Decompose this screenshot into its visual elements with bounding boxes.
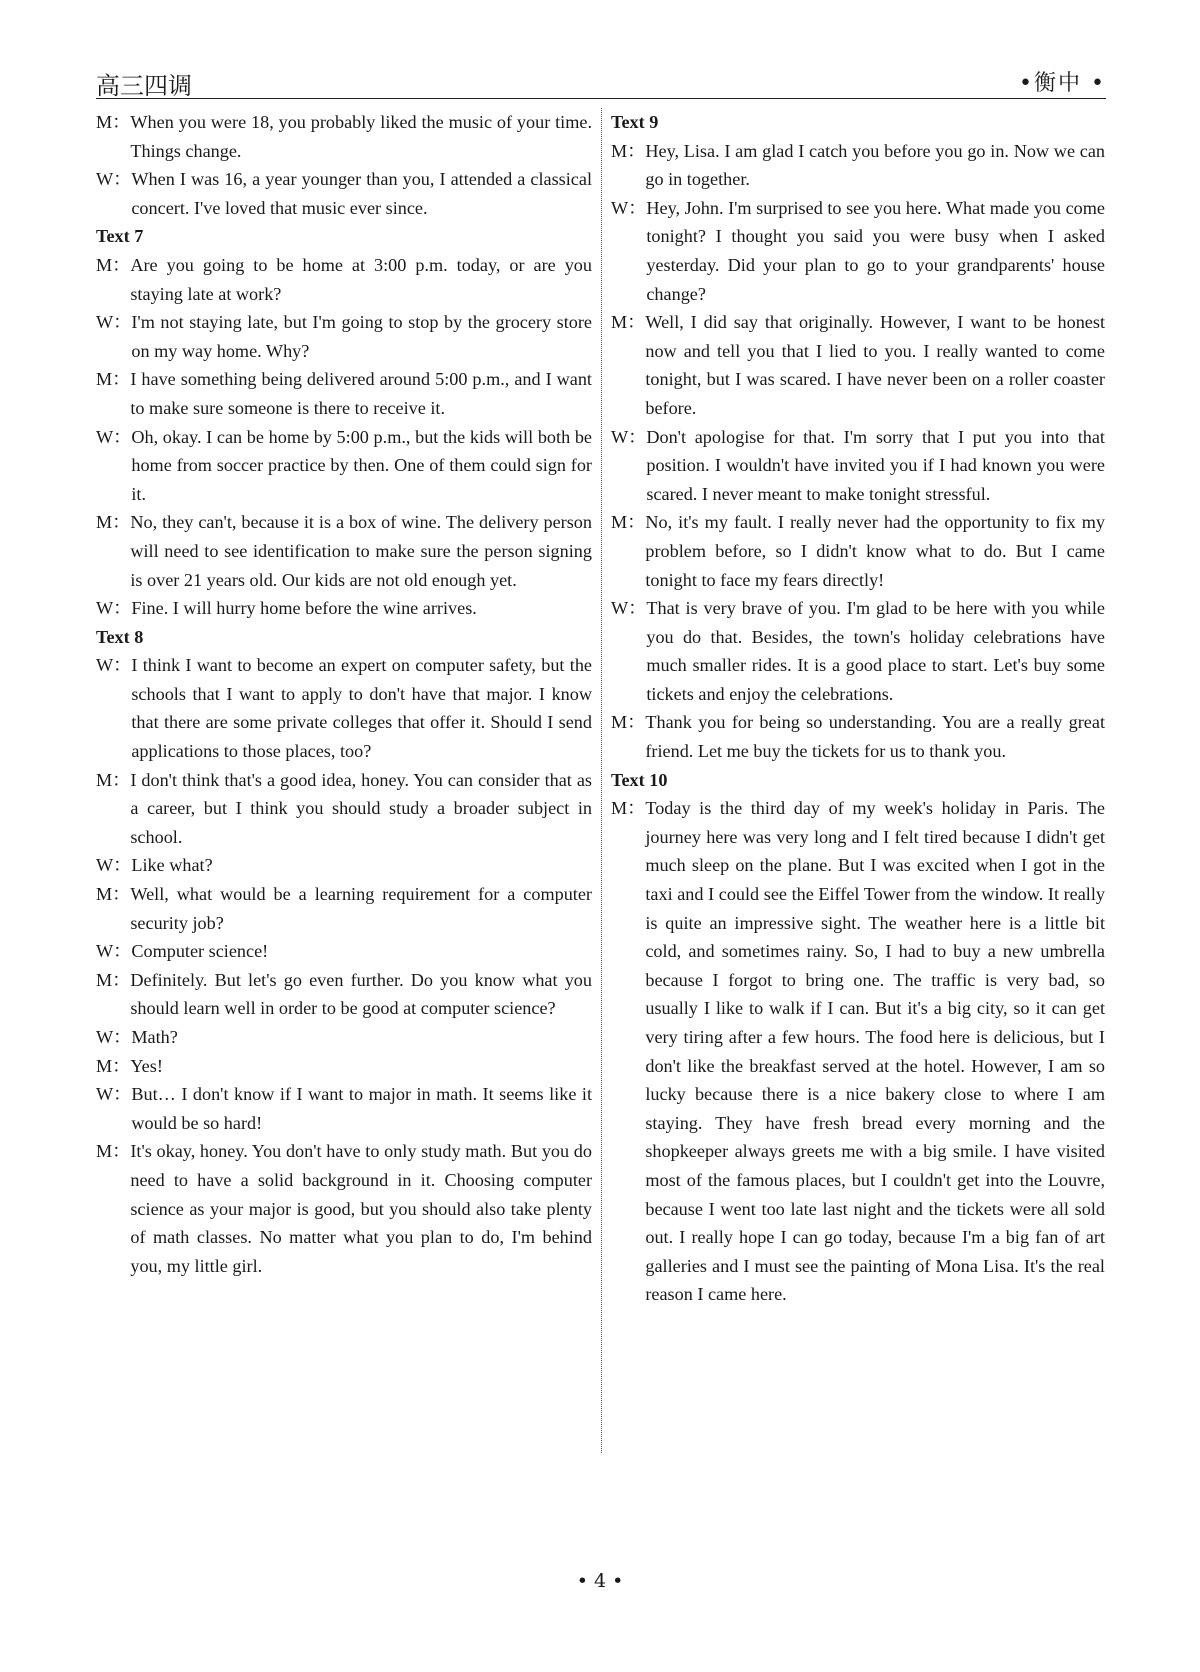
left-column — [96, 108, 592, 1280]
dialogue-turn — [96, 766, 592, 852]
speaker-label: W： — [611, 197, 647, 218]
page-number: • 4 • — [576, 1570, 624, 1592]
turn-text: Computer science! — [131, 941, 269, 962]
turn-text: Well, I did say that originally. However, I want to be honest now and tell you that I lied to you. I really wanted to come tonight, but I was scared. I have never been on a roller coaster before. — [645, 312, 1105, 418]
dialogue-turn — [96, 937, 592, 966]
turn-text: That is very brave of you. I'm glad to be here with you while you do that. Besides, the town's holiday celebrations have much smaller rides. It is a good place to start. Let's buy some tickets and enjoy the celebrations. — [646, 598, 1105, 704]
right-column — [611, 108, 1105, 1309]
dialogue-turn — [96, 1137, 592, 1280]
speaker-label: W： — [611, 426, 647, 447]
speaker-label: W： — [96, 855, 132, 876]
dialogue-turn — [611, 194, 1105, 308]
speaker-label: W： — [96, 1027, 132, 1047]
speaker-label: M： — [611, 512, 646, 533]
turn-text: Hey, Lisa. I am glad I catch you before you go in. Now we can go in together. — [645, 140, 1105, 190]
speaker-label: W： — [96, 312, 132, 333]
section-title-text7: Text 7 — [96, 226, 144, 247]
turn-text: It's okay, honey. You don't have to only study math. But you do need to have a solid background in it. Choosing computer science as your major is good, but you should also take plenty of math classes. No matter what you plan to do, I'm behind you, my little girl. — [130, 1141, 592, 1276]
header-title: 高三四调 — [96, 72, 192, 100]
speaker-label: M： — [96, 112, 131, 132]
turn-text: Math? — [131, 1027, 178, 1047]
dialogue-turn — [96, 365, 592, 422]
dialogue-turn — [611, 423, 1105, 509]
turn-text: I'm not staying late, but I'm going to stop by the grocery store on my way home. Why? — [131, 312, 592, 361]
turn-text: No, they can't, because it is a box of wine. The delivery person will need to see identification to make sure the person signing is over 21 years old. Our kids are not old enough yet. — [130, 512, 592, 590]
dialogue-turn — [611, 308, 1105, 422]
dialogue-turn — [96, 966, 592, 1023]
turn-text: Fine. I will hurry home before the wine arrives. — [131, 598, 477, 619]
turn-text: Like what? — [131, 855, 213, 876]
turn-text: Hey, John. I'm surprised to see you here. What made you come tonight? I thought you said you were busy when I asked yesterday. Did your plan to go to your grandparents' house change? — [646, 197, 1105, 304]
dialogue-turn — [96, 1080, 592, 1137]
speaker-label: W： — [96, 169, 132, 190]
turn-text: Today is the third day of my week's holiday in Paris. The journey here was very long and I felt tired because I didn't get much sleep on the plane. But I was excited when I got in the taxi and I could see the Eiffel Tower from the window. It really is quite an impressive sight. The weather here is a little bit cold, and sometimes rainy. So, I had to buy a new umbrella because I forgot to bring one. The traffic is very bad, so usually I like to walk if I can. But it's a big city, so it can get very tiring after a few hours. The food here is delicious, but I don't like the breakfast served at the hotel. However, I am so lucky because there is a nice bakery close to where I am staying. They have fresh bread every morning and the shopkeeper always greets me with a big smile. I have visited most of the famous places, but I couldn't get into the Louvre, because I went too late last night and the tickets were all sold out. I really hope I can go today, because I'm a big fan of art galleries and I must see the painting of Mona Lisa. It's the real reason I came here. — [645, 798, 1105, 1305]
speaker-label: M： — [611, 140, 646, 161]
speaker-label: M： — [611, 798, 646, 819]
speaker-label: M： — [611, 312, 646, 333]
dialogue-turn — [611, 508, 1105, 594]
dialogue-turn — [96, 423, 592, 509]
section-title-text10: Text 10 — [611, 769, 668, 790]
speaker-label: W： — [96, 941, 132, 962]
turn-text: When I was 16, a year younger than you, I attended a classical concert. I've loved that music ever since. — [131, 169, 592, 218]
speaker-label: W： — [96, 426, 132, 447]
turn-text: I don't think that's a good idea, honey. You can consider that as a career, but I think you should study a broader subject in school. — [130, 769, 592, 847]
turn-text: Don't apologise for that. I'm sorry that I put you into that position. I wouldn't have invited you if I had known you were scared. I never meant to make tonight stressful. — [646, 426, 1105, 504]
turn-text: Definitely. But let's go even further. Do you know what you should learn well in order to be good at computer science? — [130, 969, 592, 1019]
section-title-text8: Text 8 — [96, 626, 144, 647]
speaker-label: M： — [96, 512, 131, 533]
dialogue-turn — [96, 108, 592, 165]
dialogue-turn — [96, 508, 592, 594]
turn-text: Yes! — [130, 1055, 163, 1076]
speaker-label: W： — [96, 655, 132, 676]
speaker-label: M： — [96, 884, 131, 905]
speaker-label: M： — [96, 769, 131, 790]
speaker-label: M： — [96, 1055, 131, 1076]
dialogue-turn — [96, 880, 592, 937]
turn-text: Oh, okay. I can be home by 5:00 p.m., but the kids will both be home from soccer practice by then. One of them could sign for it. — [131, 426, 592, 504]
dialogue-turn — [96, 594, 592, 623]
turn-text: But… I don't know if I want to major in math. It seems like it would be so hard! — [131, 1084, 592, 1133]
turn-text: Thank you for being so understanding. You are a really great friend. Let me buy the tickets for us to thank you. — [645, 712, 1105, 762]
turn-text: I have something being delivered around 5:00 p.m., and I want to make sure someone is there to receive it. — [130, 369, 592, 418]
speaker-label: M： — [96, 969, 131, 990]
speaker-label: W： — [611, 598, 647, 619]
dialogue-turn — [611, 594, 1105, 708]
dialogue-turn — [96, 851, 592, 880]
speaker-label: M： — [96, 1141, 131, 1162]
speaker-label: M： — [96, 369, 131, 390]
turn-text: When you were 18, you probably liked the music of your time. Things change. — [130, 112, 592, 161]
dialogue-turn — [96, 1023, 592, 1052]
turn-text: I think I want to become an expert on computer safety, but the schools that I want to apply to don't have that major. I know that there are some private colleges that offer it. Should I send applications to those places, too? — [131, 655, 592, 762]
dialogue-turn — [611, 708, 1105, 765]
dialogue-turn — [611, 794, 1105, 1309]
section-title-text9: Text 9 — [611, 112, 659, 132]
turn-text: No, it's my fault. I really never had the opportunity to fix my problem before, so I didn't know what to do. But I came tonight to face my fears directly! — [645, 512, 1105, 590]
column-divider — [601, 108, 602, 1453]
speaker-label: W： — [96, 1084, 132, 1105]
dialogue-turn — [96, 251, 592, 308]
speaker-label: M： — [96, 254, 131, 275]
page-header — [96, 64, 1106, 99]
speaker-label: M： — [611, 712, 646, 733]
speaker-label: W： — [96, 598, 132, 619]
dialogue-turn — [96, 1052, 592, 1081]
dialogue-turn — [611, 137, 1105, 194]
header-school: •衡中 • — [1019, 71, 1106, 96]
turn-text: Are you going to be home at 3:00 p.m. today, or are you staying late at work? — [130, 254, 592, 304]
dialogue-turn — [96, 308, 592, 365]
dialogue-turn — [96, 165, 592, 222]
turn-text: Well, what would be a learning requirement for a computer security job? — [130, 884, 592, 933]
dialogue-turn — [96, 651, 592, 765]
